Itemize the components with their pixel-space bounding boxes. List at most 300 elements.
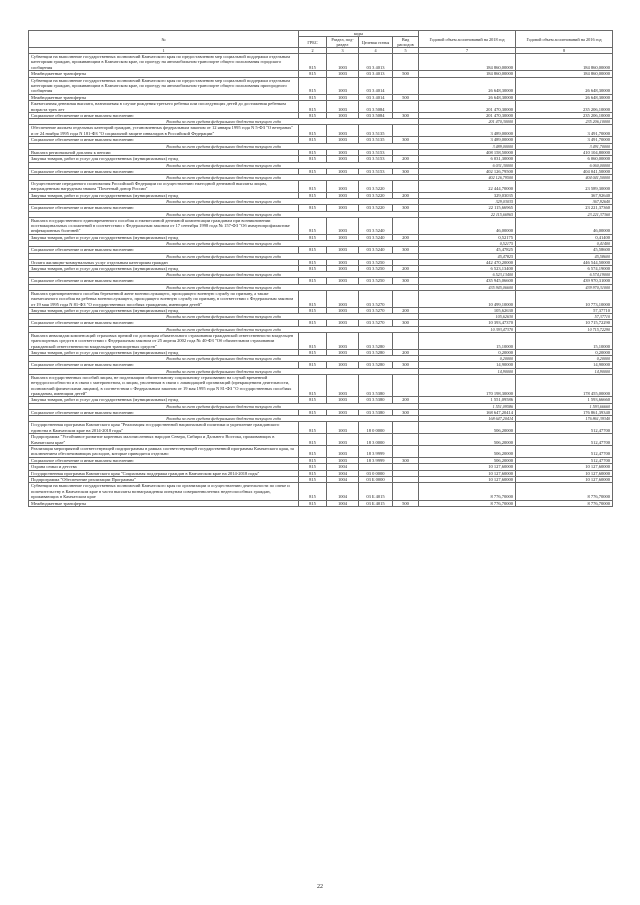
section-code: 1003 — [327, 113, 359, 119]
grbs-code: 815 — [299, 397, 327, 403]
grbs-code: 815 — [299, 350, 327, 356]
section-code: 1003 — [327, 362, 359, 368]
amount-2016: 1 593,66660 — [516, 403, 613, 409]
table-row — [29, 332, 613, 349]
header-section: Раздел, под-раздел — [327, 37, 359, 48]
amount-2016: 367,92640 — [516, 192, 613, 198]
item-name: Государственная программа Камчатского края "Социальная поддержка граждан в Камчатском крае на 2014-2018 годы" — [29, 470, 299, 476]
note-label: Расходы за счет средств федерального бюджета текущего года — [29, 253, 419, 259]
expense-type-code — [393, 483, 419, 500]
target-code: 18 3 9999 — [359, 457, 393, 463]
amount-2018: 506,20000 — [419, 422, 516, 434]
amount-2018: 184 860,00000 — [419, 71, 516, 77]
target-code: 03 Б 4015 — [359, 500, 393, 506]
item-name: Осуществление переданного полномочия Российской Федерации по осуществлению ежегодной денежной выплаты лицам, награжденным нагрудным знаком "Почетный донор России" — [29, 180, 299, 192]
target-code: 03 3 5280 — [359, 362, 393, 368]
grbs-code: 815 — [299, 192, 327, 198]
expense-type-code: 300 — [393, 457, 419, 463]
amount-2016: 410 104,80000 — [516, 149, 613, 155]
item-name: Межбюджетные трансферты — [29, 94, 299, 100]
item-name: Социальное обеспечение и иные выплаты населению — [29, 137, 299, 143]
amount-2016: 0,41400 — [516, 241, 613, 247]
amount-2018: 506,20000 — [419, 457, 516, 463]
item-name: Закупка товаров, работ и услуг для государственных (муниципальных) нужд — [29, 265, 299, 271]
item-name: Субвенции на выполнение государственных полномочий Камчатского края по предоставлению мер социальной поддержки отдельным категориям граждан, проживающим в Камчатском крае, по проезду на автомобильном транспорте общего пользования пригородного сообщения — [29, 77, 299, 94]
item-name: Подпрограмма "Обеспечение реализации Программы" — [29, 476, 299, 482]
amount-2016: 512,47700 — [516, 434, 613, 446]
amount-2016: 446 544,50000 — [516, 259, 613, 265]
amount-2018: 3 489,00000 — [419, 143, 516, 149]
section-code: 1003 — [327, 137, 359, 143]
expense-type-code: 200 — [393, 308, 419, 314]
item-name: Ежемесячная денежная выплата, назначаемая в случае рождения третьего ребенка или последующих детей до достижения ребенком возраста трех лет — [29, 101, 299, 113]
section-code: 1003 — [327, 308, 359, 314]
header-volume-2018: Годовой объем ассигнований на 2018 год — [419, 31, 516, 48]
grbs-code: 815 — [299, 278, 327, 284]
target-code: 03 3 5153 — [359, 168, 393, 174]
amount-2016: 6 574,19000 — [516, 265, 613, 271]
amount-2016: 3 491,70000 — [516, 143, 613, 149]
item-name: Межбюджетные трансферты — [29, 500, 299, 506]
section-code: 1003 — [327, 101, 359, 113]
grbs-code: 815 — [299, 320, 327, 326]
grbs-code: 815 — [299, 247, 327, 253]
grbs-code: 815 — [299, 265, 327, 271]
item-name: Выплата государственного единовременного пособия и ежемесячной денежной компенсации гражданам при возникновении поствакцинальных осложнений в соответствии с Федеральным законом от 17 сентября 1998 года № 157-ФЗ "Об иммунопрофилактике инфекционных болезней" — [29, 217, 299, 234]
column-number-row: 1 2 3 4 5 7 8 — [29, 48, 613, 54]
item-name: Выплата единовременного пособия беременной жене военнослужащего, проходящего военную службу по призыву, а также ежемесячного пособия на ребенка военнослужащего, проходящего военную службу по призыву, в соответствии с Федеральным законом от 19 мая 1995 года N 81-ФЗ "О государственных пособиях гражданам, имеющим детей" — [29, 290, 299, 307]
expense-type-code — [393, 125, 419, 137]
amount-2018: 3 489,00000 — [419, 137, 516, 143]
note-label: Расходы за счет средств федерального бюджета текущего года — [29, 326, 419, 332]
amount-2016: 6 060,00000 — [516, 162, 613, 168]
target-code: 03 3 4014 — [359, 77, 393, 94]
table-row — [29, 290, 613, 307]
target-code: 03 Б 4015 — [359, 483, 393, 500]
amount-2016: 45,58600 — [516, 253, 613, 259]
amount-2018: 10 499,10000 — [419, 290, 516, 307]
table-row — [29, 500, 613, 506]
table-row — [29, 422, 613, 434]
amount-2016: 15,10000 — [516, 332, 613, 349]
section-code: 1003 — [327, 374, 359, 397]
section-code: 1003 — [327, 350, 359, 356]
section-code: 1003 — [327, 445, 359, 457]
target-code: 03 3 5135 — [359, 137, 393, 143]
amount-2018: 0,20000 — [419, 356, 516, 362]
amount-2016: 367,92640 — [516, 199, 613, 205]
table-row — [29, 101, 613, 113]
amount-2016: 3 491,70000 — [516, 137, 613, 143]
target-code: 03 3 5135 — [359, 125, 393, 137]
amount-2018: 8 776,70000 — [419, 483, 516, 500]
amount-2016: 512,47700 — [516, 445, 613, 457]
target-code: 18 3 0000 — [359, 434, 393, 446]
target-code: 03 3 5250 — [359, 278, 393, 284]
section-code: 1003 — [327, 259, 359, 265]
amount-2016: 10 127,60000 — [516, 470, 613, 476]
amount-2018: 8 776,70000 — [419, 500, 516, 506]
amount-2018: 6 031,30000 — [419, 156, 516, 162]
table-body — [29, 54, 613, 507]
expense-type-code: 200 — [393, 350, 419, 356]
expense-type-code: 200 — [393, 234, 419, 240]
amount-2016: 23 221,37360 — [516, 205, 613, 211]
target-code: 03 3 5153 — [359, 156, 393, 162]
amount-2018: 14,90000 — [419, 368, 516, 374]
section-code: 1004 — [327, 476, 359, 482]
grbs-code: 815 — [299, 156, 327, 162]
grbs-code: 815 — [299, 259, 327, 265]
target-code: 03 3 5270 — [359, 290, 393, 307]
header-grbs: ГРБС — [299, 37, 327, 48]
expense-type-code — [393, 77, 419, 94]
amount-2016: 439 970,31000 — [516, 278, 613, 284]
expense-type-code: 500 — [393, 94, 419, 100]
section-code: 1003 — [327, 247, 359, 253]
amount-2018: 105,62630 — [419, 308, 516, 314]
item-name: Социальное обеспечение и иные выплаты населению — [29, 320, 299, 326]
item-name: Социальное обеспечение и иные выплаты населению — [29, 457, 299, 463]
grbs-code: 815 — [299, 54, 327, 71]
amount-2016: 235 206,10000 — [516, 101, 613, 113]
amount-2018: 6 523,13400 — [419, 272, 516, 278]
note-label: Расходы за счет средств федерального бюджета текущего года — [29, 356, 419, 362]
target-code: 03 3 5250 — [359, 265, 393, 271]
amount-2016: 8 776,70000 — [516, 500, 613, 506]
grbs-code: 815 — [299, 71, 327, 77]
expense-type-code: 200 — [393, 397, 419, 403]
expense-type-code — [393, 101, 419, 113]
amount-2016: 184 860,00000 — [516, 54, 613, 71]
grbs-code: 815 — [299, 205, 327, 211]
amount-2018: 10 393,47370 — [419, 326, 516, 332]
grbs-code: 815 — [299, 77, 327, 94]
section-code: 1003 — [327, 156, 359, 162]
item-name: Закупка товаров, работ и услуг для государственных (муниципальных) нужд — [29, 397, 299, 403]
section-code: 1003 — [327, 409, 359, 415]
target-code: 03 3 5270 — [359, 308, 393, 314]
item-name: Обеспечение жильем отдельных категорий граждан, установленных федеральным законом от 12 января 1995 года N 5-ФЗ "О ветеранах" и от 24 ноября 1995 года N 181-ФЗ "О социальной защите инвалидов в Российской Федерации" — [29, 125, 299, 137]
target-code: 03 3 5380 — [359, 374, 393, 397]
section-code: 1003 — [327, 71, 359, 77]
item-name: Субвенции на выполнение государственных полномочий Камчатского края по организации и осуществлению деятельности по опеке и попечительству в Камчатском крае в части выплаты вознаграждения опекунам совершеннолетних недееспособных граждан, проживающих в Камчатском крае — [29, 483, 299, 500]
grbs-code: 815 — [299, 464, 327, 470]
amount-2016: 176 861,39340 — [516, 416, 613, 422]
amount-2016: 57,37710 — [516, 314, 613, 320]
amount-2016: 176 861,39340 — [516, 409, 613, 415]
note-label: Расходы за счет средств федерального бюджета текущего года — [29, 403, 419, 409]
header-expense-type: Вид расходов — [393, 37, 419, 48]
amount-2018: 105,62630 — [419, 314, 516, 320]
grbs-code: 815 — [299, 457, 327, 463]
target-code: 03 3 5280 — [359, 332, 393, 349]
amount-2018: 26 648,30000 — [419, 77, 516, 94]
amount-2016: 23 221,37360 — [516, 211, 613, 217]
note-label: Расходы за счет средств федерального бюджета текущего года — [29, 119, 419, 125]
item-name: Субвенции на выполнение государственных полномочий Камчатского края по предоставлению мер социальной поддержки отдельным категориям граждан, проживающим в Камчатском крае, по проезду на автомобильном транспорте общего пользования городского сообщения — [29, 54, 299, 71]
amount-2016: 3 491,70000 — [516, 125, 613, 137]
item-name: Закупка товаров, работ и услуг для государственных (муниципальных) нужд — [29, 350, 299, 356]
expense-type-code — [393, 422, 419, 434]
amount-2018: 184 860,00000 — [419, 54, 516, 71]
grbs-code: 815 — [299, 168, 327, 174]
amount-2016: 26 648,30000 — [516, 94, 613, 100]
expense-type-code: 300 — [393, 362, 419, 368]
expense-type-code — [393, 290, 419, 307]
item-name: Охрана семьи и детства — [29, 464, 299, 470]
section-code: 1003 — [327, 434, 359, 446]
grbs-code: 815 — [299, 125, 327, 137]
note-label: Расходы за счет средств федерального бюджета текущего года — [29, 272, 419, 278]
grbs-code: 815 — [299, 290, 327, 307]
grbs-code: 815 — [299, 217, 327, 234]
section-code: 1003 — [327, 180, 359, 192]
amount-2016: 14,90000 — [516, 362, 613, 368]
note-label: Расходы за счет средств федерального бюджета текущего года — [29, 416, 419, 422]
amount-2016: 404 041,50000 — [516, 174, 613, 180]
amount-2016: 184 860,00000 — [516, 71, 613, 77]
header-target: Целевая статья — [359, 37, 393, 48]
expense-type-code: 300 — [393, 113, 419, 119]
grbs-code: 815 — [299, 113, 327, 119]
item-name: Подпрограмма "Устойчивое развитие коренных малочисленных народов Севера, Сибири и Дальнего Востока, проживающих в Камчатском крае" — [29, 434, 299, 446]
item-name: Социальное обеспечение и иные выплаты населению — [29, 205, 299, 211]
item-name: Закупка товаров, работ и услуг для государственных (муниципальных) нужд — [29, 156, 299, 162]
grbs-code: 815 — [299, 422, 327, 434]
amount-2018: 10 393,47370 — [419, 320, 516, 326]
amount-2016: 10 127,60000 — [516, 464, 613, 470]
amount-2018: 10 127,60000 — [419, 470, 516, 476]
target-code: 03 3 5240 — [359, 217, 393, 234]
amount-2018: 408 158,50000 — [419, 149, 516, 155]
expense-type-code: 300 — [393, 137, 419, 143]
amount-2018: 10 127,60000 — [419, 476, 516, 482]
item-name: Социальное обеспечение и иные выплаты населению — [29, 168, 299, 174]
section-code: 1003 — [327, 422, 359, 434]
amount-2016: 14,90000 — [516, 368, 613, 374]
target-code: 03 3 5084 — [359, 113, 393, 119]
amount-2018: 435 945,06600 — [419, 278, 516, 284]
header-num: № — [29, 31, 299, 48]
amount-2016: 26 648,30000 — [516, 77, 613, 94]
table-row — [29, 434, 613, 446]
expense-type-code — [393, 332, 419, 349]
expense-type-code — [393, 180, 419, 192]
table-row — [29, 54, 613, 71]
item-name: Закупка товаров, работ и услуг для государственных (муниципальных) нужд — [29, 308, 299, 314]
grbs-code: 815 — [299, 308, 327, 314]
target-code: 03 3 4013 — [359, 71, 393, 77]
grbs-code: 815 — [299, 470, 327, 476]
amount-2018: 6 523,13400 — [419, 265, 516, 271]
amount-2016: 10 715,72290 — [516, 326, 613, 332]
item-name: Социальное обеспечение и иные выплаты населению — [29, 113, 299, 119]
page-number: 22 — [317, 884, 323, 890]
target-code: 03 3 5220 — [359, 180, 393, 192]
amount-2016: 0,20000 — [516, 356, 613, 362]
section-code: 1003 — [327, 125, 359, 137]
section-code: 1004 — [327, 470, 359, 476]
target-code: 18 3 9999 — [359, 445, 393, 457]
amount-2018: 329,03035 — [419, 192, 516, 198]
target-code: 03 3 5240 — [359, 234, 393, 240]
amount-2016: 10 715,72290 — [516, 320, 613, 326]
amount-2018: 402 126,79500 — [419, 168, 516, 174]
header-codes: коды — [299, 31, 419, 37]
target-code: 03 3 5380 — [359, 409, 393, 415]
target-code: 03 3 5380 — [359, 397, 393, 403]
amount-2018: 201 470,30000 — [419, 101, 516, 113]
note-label: Расходы за счет средств федерального бюджета текущего года — [29, 314, 419, 320]
expense-type-code: 300 — [393, 168, 419, 174]
expense-type-code: 200 — [393, 156, 419, 162]
amount-2018: 22 115,66965 — [419, 211, 516, 217]
grbs-code: 815 — [299, 332, 327, 349]
expense-type-code — [393, 54, 419, 71]
grbs-code: 815 — [299, 500, 327, 506]
section-code: 1003 — [327, 234, 359, 240]
expense-type-code: 300 — [393, 247, 419, 253]
grbs-code: 815 — [299, 434, 327, 446]
table-row — [29, 483, 613, 500]
section-code: 1004 — [327, 500, 359, 506]
grbs-code: 815 — [299, 180, 327, 192]
item-name: Выплата региональной доплаты к пенсии — [29, 149, 299, 155]
item-name: Государственная программа Камчатского края "Реализация государственной национальной политики и укрепление гражданского единства в Камчатском крае на 2014-2018 годы" — [29, 422, 299, 434]
amount-2018: 506,20000 — [419, 445, 516, 457]
target-code: 03 3 4014 — [359, 94, 393, 100]
item-name: Выплата инвалидам компенсаций страховых премий по договорам обязательного страхования гражданской ответственности владельцев транспортных средств в соответствии с Федеральным законом от 25 апреля 2002 года № 40-ФЗ "Об обязательном страховании гражданской ответственности владельцев транспортных средств" — [29, 332, 299, 349]
target-code: 03 0 0000 — [359, 470, 393, 476]
amount-2018: 442 470,20000 — [419, 259, 516, 265]
expense-type-code — [393, 434, 419, 446]
section-code: 1003 — [327, 265, 359, 271]
item-name: Выплата государственных пособий лицам, не подлежащим обязательному социальному страхованию на случай временной нетрудоспособности и в связи с материнством, и лицам, уволенным в связи с ликвидацией организаций (прекращением деятельности, полномочий физическими лицами), в соответствии с Федеральным законом от 19 мая 1995 года N 81-ФЗ "О государственных пособиях гражданам, имеющим детей" — [29, 374, 299, 397]
section-code: 1003 — [327, 457, 359, 463]
expense-type-code: 300 — [393, 278, 419, 284]
amount-2016: 235 206,10000 — [516, 119, 613, 125]
grbs-code: 815 — [299, 445, 327, 457]
table-row — [29, 217, 613, 234]
target-code: 03 3 5240 — [359, 247, 393, 253]
grbs-code: 815 — [299, 101, 327, 113]
amount-2018: 168 647,20414 — [419, 416, 516, 422]
item-name: Социальное обеспечение и иные выплаты населению — [29, 362, 299, 368]
amount-2016: 0,20000 — [516, 350, 613, 356]
amount-2016: 23 589,30000 — [516, 180, 613, 192]
expense-type-code: 300 — [393, 205, 419, 211]
table-row — [29, 374, 613, 397]
item-name: Закупка товаров, работ и услуг для государственных (муниципальных) нужд — [29, 234, 299, 240]
section-code: 1004 — [327, 464, 359, 470]
section-code: 1003 — [327, 397, 359, 403]
note-label: Расходы за счет средств федерального бюджета текущего года — [29, 199, 419, 205]
section-code: 1004 — [327, 483, 359, 500]
amount-2018: 168 647,20414 — [419, 409, 516, 415]
section-code: 1003 — [327, 168, 359, 174]
item-name: Реализация мероприятий соответствующей подпрограммы в рамках соответствующей государственной программы Камчатского края, за исключением обеспечивающих расходов, которые приводятся отдельно — [29, 445, 299, 457]
amount-2016: 10 773,10000 — [516, 290, 613, 307]
table-row — [29, 125, 613, 137]
amount-2016: 512,47700 — [516, 422, 613, 434]
amount-2016: 6 060,00000 — [516, 156, 613, 162]
amount-2018: 0,52175 — [419, 234, 516, 240]
amount-2018: 22 115,66965 — [419, 205, 516, 211]
amount-2018: 201 470,30000 — [419, 119, 516, 125]
target-code: 03 3 5220 — [359, 192, 393, 198]
section-code: 1003 — [327, 320, 359, 326]
amount-2016: 178 455,00000 — [516, 374, 613, 397]
target-code: 03 3 5220 — [359, 205, 393, 211]
grbs-code: 815 — [299, 234, 327, 240]
amount-2018: 45,47825 — [419, 253, 516, 259]
expense-type-code — [393, 445, 419, 457]
section-code: 1003 — [327, 205, 359, 211]
note-label: Расходы за счет средств федерального бюджета текущего года — [29, 241, 419, 247]
amount-2018: 0,20000 — [419, 350, 516, 356]
amount-2016: 46,00000 — [516, 217, 613, 234]
grbs-code: 815 — [299, 362, 327, 368]
amount-2018: 10 127,60000 — [419, 464, 516, 470]
amount-2016: 439 970,31000 — [516, 284, 613, 290]
target-code: 03 3 4013 — [359, 54, 393, 71]
amount-2016: 8 776,70000 — [516, 483, 613, 500]
section-code: 1003 — [327, 77, 359, 94]
amount-2018: 1 551,09586 — [419, 403, 516, 409]
table-row — [29, 180, 613, 192]
header-volume-2016: Годовой объем ассигнований на 2016 год — [516, 31, 613, 48]
grbs-code: 815 — [299, 483, 327, 500]
target-code: 03 3 5250 — [359, 259, 393, 265]
amount-2016: 10 127,60000 — [516, 476, 613, 482]
grbs-code: 815 — [299, 94, 327, 100]
amount-2018: 15,10000 — [419, 332, 516, 349]
item-name: Социальное обеспечение и иные выплаты населению — [29, 278, 299, 284]
item-name: Социальное обеспечение и иные выплаты населению — [29, 409, 299, 415]
amount-2018: 329,03035 — [419, 199, 516, 205]
amount-2018: 46,00000 — [419, 217, 516, 234]
grbs-code: 815 — [299, 409, 327, 415]
amount-2016: 57,37710 — [516, 308, 613, 314]
target-code: 03 Б 0000 — [359, 476, 393, 482]
target-code: 03 3 5084 — [359, 101, 393, 113]
section-code: 1003 — [327, 217, 359, 234]
expense-type-code: 300 — [393, 320, 419, 326]
section-code: 1003 — [327, 332, 359, 349]
grbs-code: 815 — [299, 137, 327, 143]
amount-2016: 6 574,19000 — [516, 272, 613, 278]
note-label: Расходы за счет средств федерального бюджета текущего года — [29, 174, 419, 180]
budget-table — [28, 30, 613, 507]
expense-type-code — [393, 217, 419, 234]
section-code: 1003 — [327, 192, 359, 198]
amount-2018: 402 126,79500 — [419, 174, 516, 180]
item-name: Межбюджетные трансферты — [29, 71, 299, 77]
note-label: Расходы за счет средств федерального бюджета текущего года — [29, 368, 419, 374]
target-code: 03 3 5270 — [359, 320, 393, 326]
section-code: 1003 — [327, 54, 359, 71]
amount-2016: 1 593,66660 — [516, 397, 613, 403]
grbs-code: 815 — [299, 149, 327, 155]
amount-2018: 14,90000 — [419, 362, 516, 368]
expense-type-code: 200 — [393, 265, 419, 271]
table-row — [29, 445, 613, 457]
amount-2016: 235 206,10000 — [516, 113, 613, 119]
section-code: 1003 — [327, 290, 359, 307]
amount-2018: 26 648,30000 — [419, 94, 516, 100]
amount-2018: 3 489,00000 — [419, 125, 516, 137]
